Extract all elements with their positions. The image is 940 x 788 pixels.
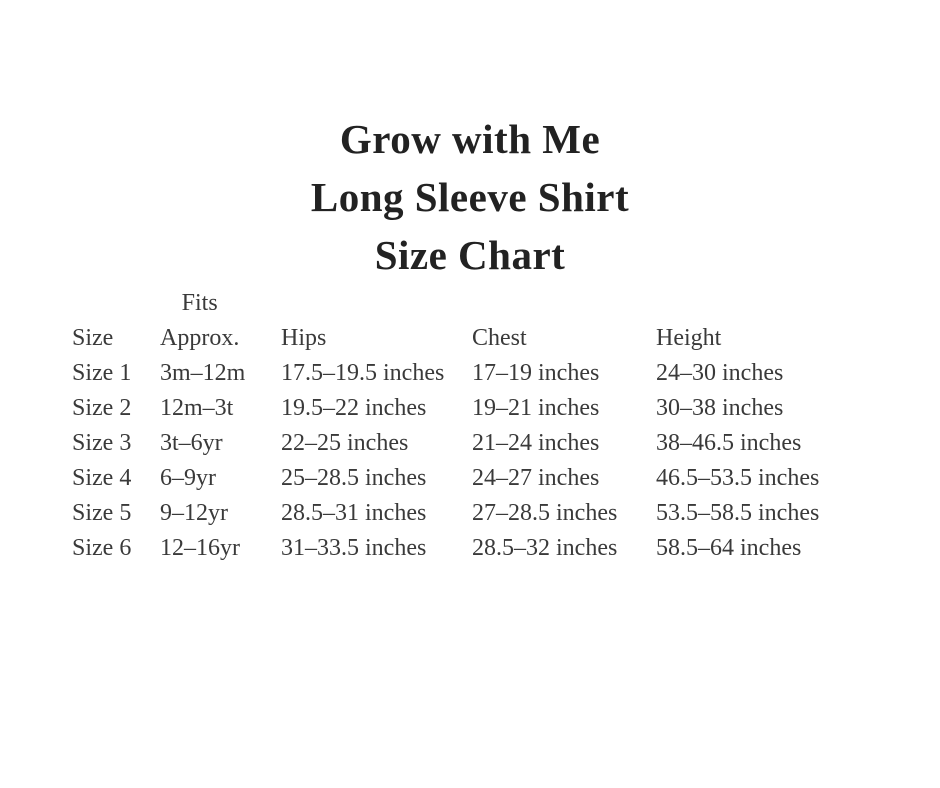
cell-hips: 25–28.5 inches: [281, 465, 427, 491]
cell-fits: 3t–6yr: [160, 430, 223, 456]
column-header-fits-top: Fits: [181, 290, 218, 316]
page-title: [0, 0, 940, 284]
cell-fits: 12–16yr: [160, 535, 240, 561]
column-header-height: Height: [656, 325, 722, 351]
column-header-hips: Hips: [281, 325, 327, 351]
table-row: [72, 356, 886, 391]
cell-hips: 28.5–31 inches: [281, 500, 427, 526]
cell-size: Size 6: [72, 535, 132, 561]
table-row: [72, 391, 886, 426]
cell-hips: 17.5–19.5 inches: [281, 360, 445, 386]
cell-height: 58.5–64 inches: [656, 535, 802, 561]
cell-height: 53.5–58.5 inches: [656, 500, 820, 526]
cell-size: Size 2: [72, 395, 132, 421]
title-line-2: Long Sleeve Shirt: [310, 174, 630, 220]
table-row: [72, 426, 886, 461]
cell-height: 30–38 inches: [656, 395, 784, 421]
title-line-1: Grow with Me: [339, 116, 601, 162]
cell-chest: 19–21 inches: [472, 395, 600, 421]
column-header-fits-bottom: Approx.: [160, 325, 240, 351]
column-header-chest: Chest: [472, 325, 527, 351]
cell-hips: 31–33.5 inches: [281, 535, 427, 561]
cell-fits: 3m–12m: [160, 360, 246, 386]
cell-size: Size 4: [72, 465, 132, 491]
table-row: [72, 496, 886, 531]
cell-height: 38–46.5 inches: [656, 430, 802, 456]
title-line-3: Size Chart: [374, 232, 566, 278]
cell-size: Size 5: [72, 500, 132, 526]
column-header-fits-approx: [160, 286, 281, 356]
column-header-size: Size: [72, 325, 114, 351]
cell-height: 46.5–53.5 inches: [656, 465, 820, 491]
cell-size: Size 3: [72, 430, 132, 456]
table-header-row: [72, 286, 886, 356]
size-chart-table: [72, 286, 886, 566]
cell-chest: 24–27 inches: [472, 465, 600, 491]
cell-chest: 17–19 inches: [472, 360, 600, 386]
cell-hips: 22–25 inches: [281, 430, 409, 456]
cell-size: Size 1: [72, 360, 132, 386]
cell-chest: 28.5–32 inches: [472, 535, 618, 561]
cell-fits: 12m–3t: [160, 395, 234, 421]
cell-fits: 6–9yr: [160, 465, 216, 491]
cell-fits: 9–12yr: [160, 500, 228, 526]
cell-height: 24–30 inches: [656, 360, 784, 386]
cell-chest: 21–24 inches: [472, 430, 600, 456]
cell-hips: 19.5–22 inches: [281, 395, 427, 421]
table-row: [72, 461, 886, 496]
table-row: [72, 531, 886, 566]
cell-chest: 27–28.5 inches: [472, 500, 618, 526]
